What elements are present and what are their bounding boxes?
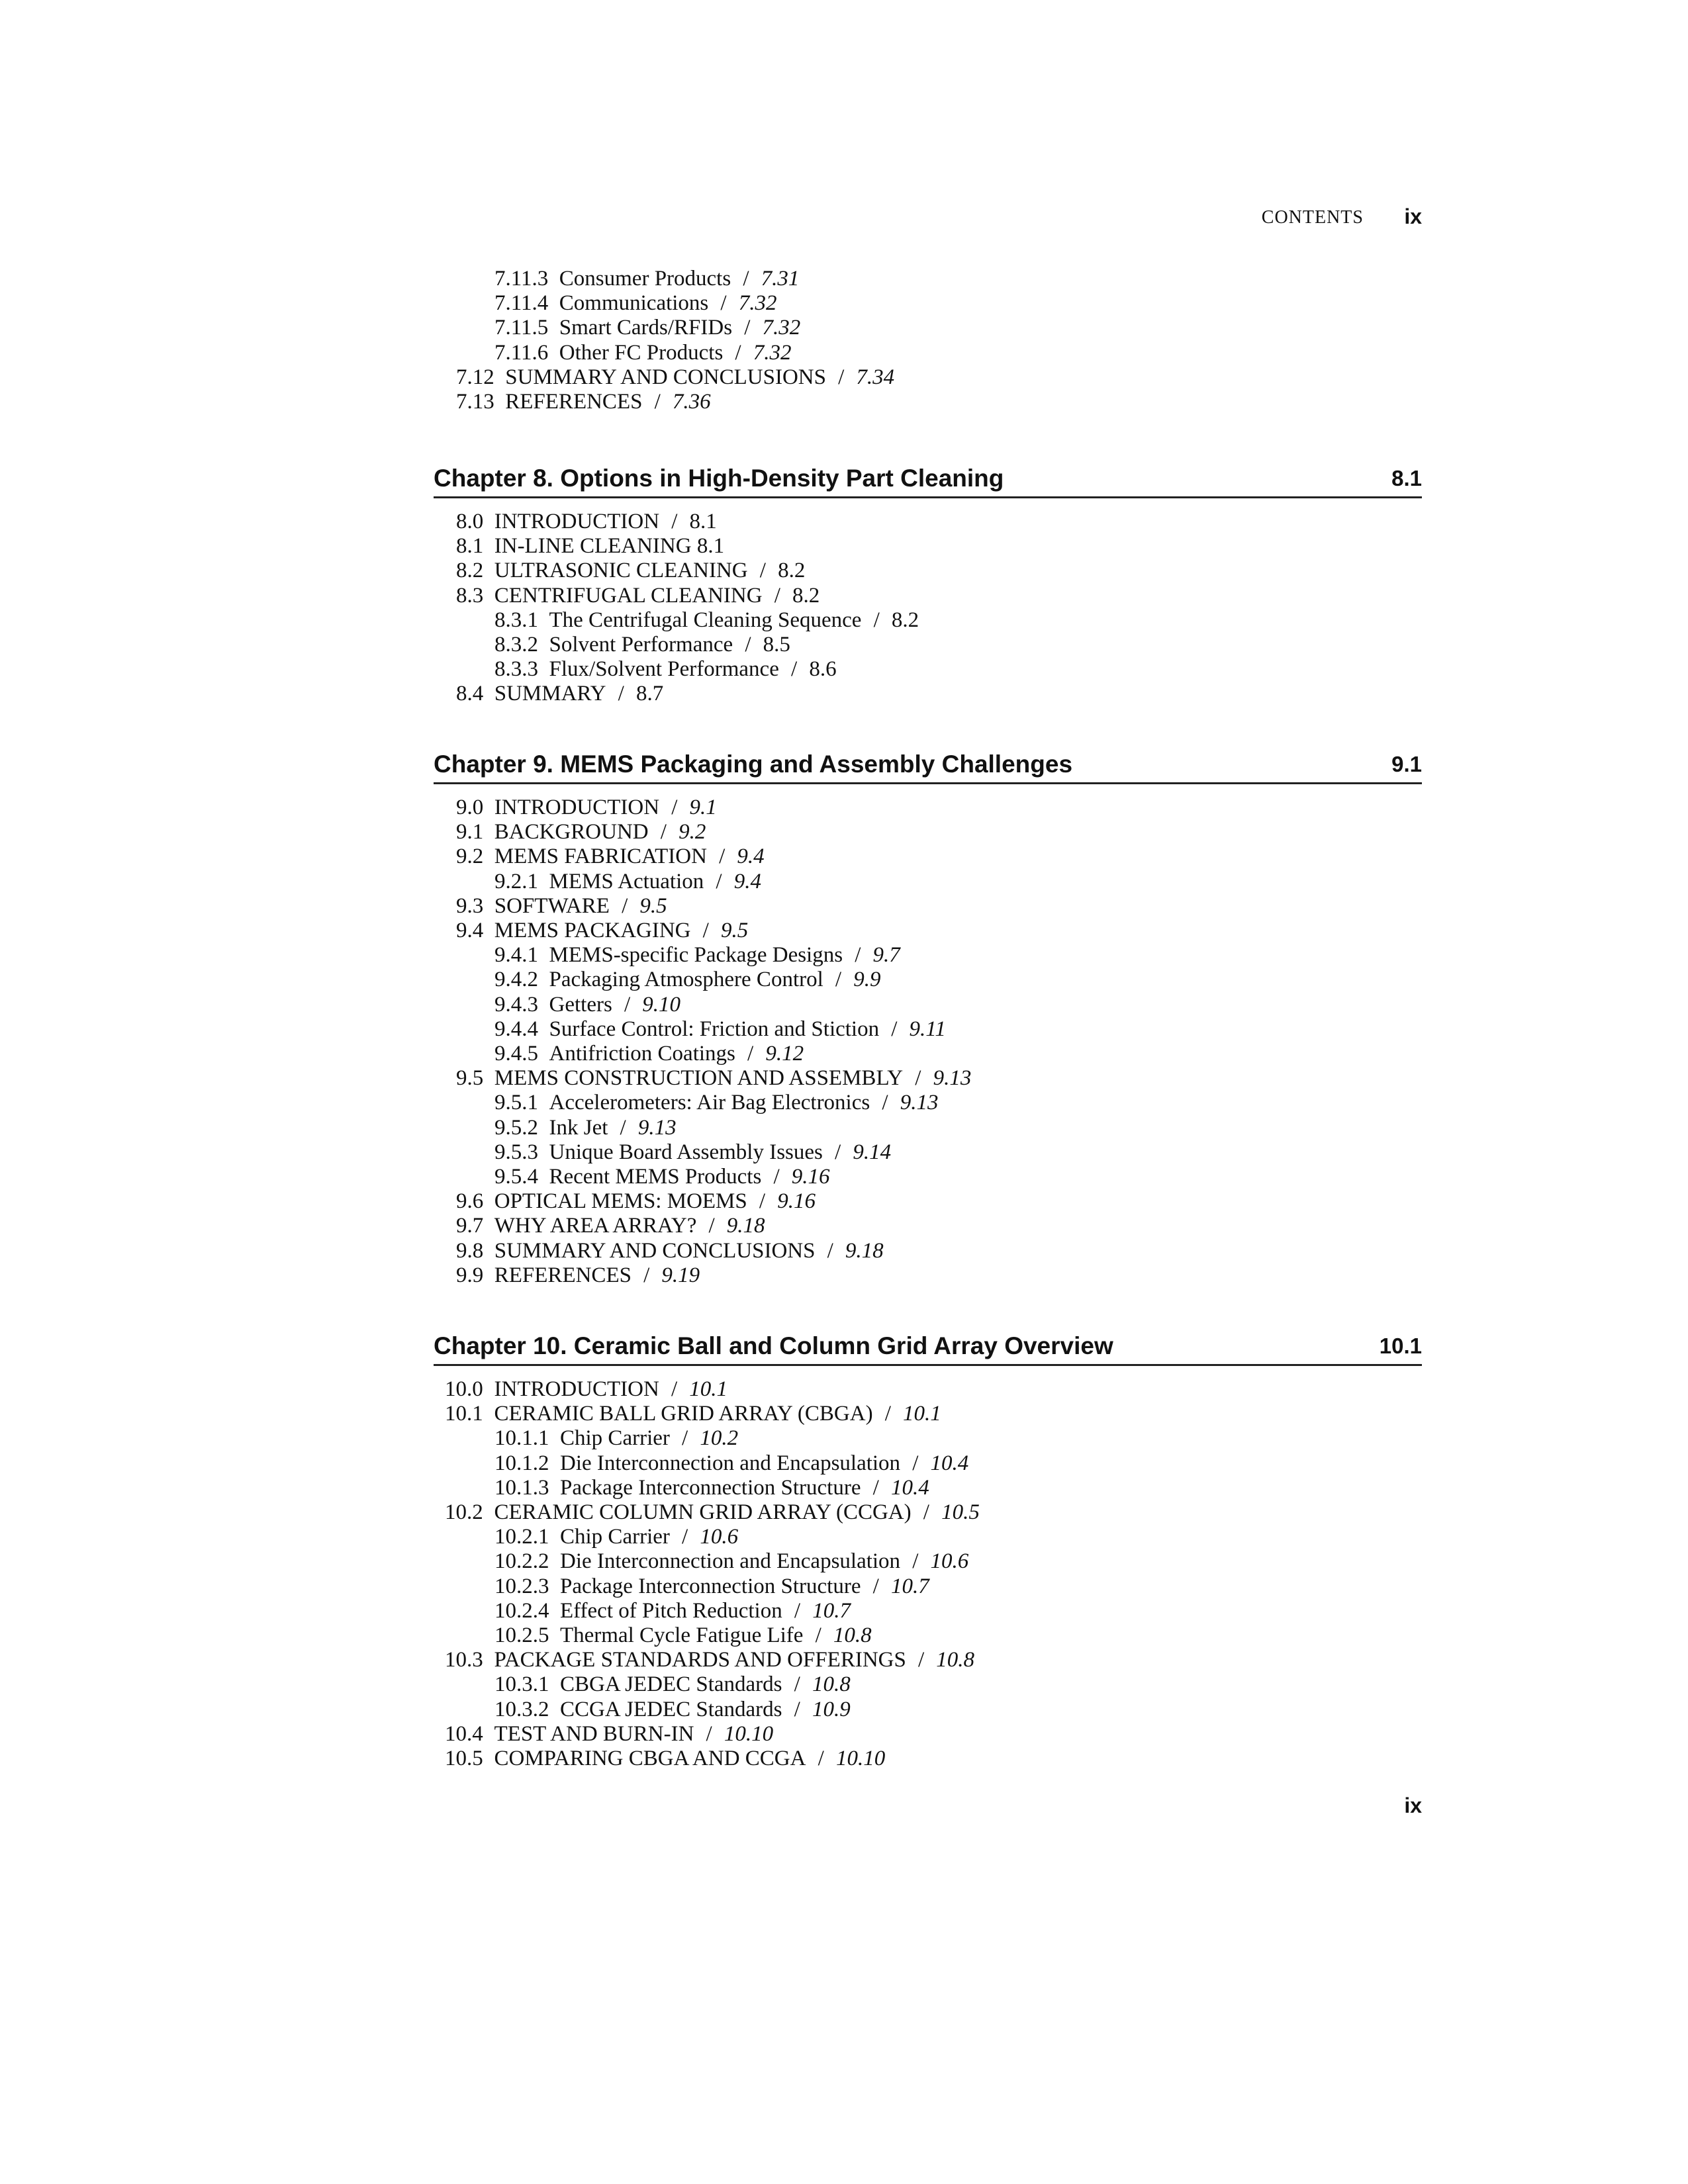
entry-number: 10.5: [445, 1747, 483, 1770]
toc-entry[interactable]: [456, 365, 894, 390]
entry-page: 8.2: [792, 583, 820, 608]
entry-page: 10.5: [941, 1500, 980, 1524]
entry-page: 9.4: [733, 869, 761, 893]
entry-separator: /: [917, 1648, 925, 1672]
entry-number: 10.2.2: [494, 1549, 549, 1574]
entry-separator: /: [884, 1402, 891, 1426]
entry-page: 8.2: [891, 608, 919, 632]
entry-separator: /: [872, 1475, 879, 1500]
toc-entry[interactable]: [445, 1377, 727, 1402]
toc-entry[interactable]: [456, 682, 663, 706]
entry-separator: /: [912, 1451, 919, 1475]
entry-title: INTRODUCTION: [494, 510, 660, 533]
entry-page: 9.10: [642, 992, 680, 1017]
entry-number: 10.2: [445, 1500, 483, 1524]
entry-title: Ink Jet: [549, 1115, 608, 1140]
toc-entry[interactable]: [445, 1648, 974, 1672]
entry-separator: /: [706, 1721, 712, 1746]
entry-separator: /: [671, 1377, 678, 1401]
entry-number: 9.4.3: [494, 992, 538, 1017]
entry-number: 9.4.5: [494, 1042, 538, 1066]
entry-number: 9.4.1: [494, 943, 538, 968]
entry-page: 7.32: [738, 291, 777, 316]
toc-entry[interactable]: [456, 584, 820, 608]
entry-title: Effect of Pitch Reduction: [560, 1598, 782, 1623]
entry-number: 9.2: [456, 844, 484, 869]
chapter-title: Chapter 8. Options in High-Density Part Cleaning: [434, 465, 1004, 492]
entry-separator: /: [794, 1598, 801, 1623]
entry-title: COMPARING CBGA AND CCGA: [494, 1747, 806, 1770]
entry-title: BACKGROUND: [494, 820, 649, 844]
entry-page: 9.19: [661, 1263, 700, 1287]
entry-number: 8.3.2: [494, 633, 538, 657]
toc-entry[interactable]: [445, 1500, 980, 1525]
toc-entry[interactable]: [456, 534, 724, 559]
entry-separator: /: [759, 1189, 766, 1214]
entry-title: SUMMARY AND CONCLUSIONS: [505, 365, 826, 389]
chapter-title: Chapter 9. MEMS Packaging and Assembly Challenges: [434, 751, 1073, 778]
entry-title: CERAMIC BALL GRID ARRAY (CBGA): [494, 1402, 873, 1426]
entry-title: Packaging Atmosphere Control: [549, 968, 823, 992]
entry-page: 10.10: [835, 1747, 886, 1770]
entry-title: Thermal Cycle Fatigue Life: [560, 1623, 804, 1647]
entry-number: 9.2.1: [494, 869, 538, 893]
toc-entry[interactable]: [494, 1451, 968, 1476]
entry-number: 10.4: [445, 1721, 483, 1746]
toc-entry[interactable]: [456, 919, 748, 943]
toc-entry[interactable]: [456, 1066, 971, 1091]
toc-entry[interactable]: [445, 1747, 885, 1771]
entry-separator: /: [882, 1091, 888, 1115]
entry-number: 9.4.4: [494, 1017, 538, 1041]
running-header-label: CONTENTS: [1261, 207, 1364, 228]
toc-entry[interactable]: [456, 1239, 884, 1263]
toc-entry[interactable]: [494, 1549, 968, 1574]
entry-page: 10.1: [689, 1377, 728, 1401]
entry-page: 9.14: [853, 1140, 892, 1164]
entry-page: 10.9: [812, 1697, 851, 1721]
entry-number: 10.0: [445, 1377, 483, 1401]
entry-title: Die Interconnection and Encapsulation: [560, 1549, 901, 1574]
toc-entry[interactable]: [494, 1165, 830, 1189]
entry-separator: /: [872, 1574, 879, 1598]
entry-title: The Centrifugal Cleaning Sequence: [549, 608, 862, 632]
entry-title: MEMS CONSTRUCTION AND ASSEMBLY: [494, 1066, 904, 1091]
toc-entry[interactable]: [494, 943, 900, 968]
toc-entry[interactable]: [456, 1214, 765, 1238]
toc-entry[interactable]: [494, 968, 880, 992]
entry-title: Surface Control: Friction and Stiction: [549, 1017, 880, 1041]
chapter-8-heading[interactable]: [434, 463, 1422, 498]
entry-page: 7.36: [672, 390, 711, 414]
entry-page: 8.7: [635, 682, 664, 706]
entry-separator: /: [682, 1426, 688, 1451]
entry-title: INTRODUCTION: [494, 796, 660, 819]
toc-entry[interactable]: [494, 1116, 677, 1140]
entry-page: 8.6: [809, 657, 837, 682]
entry-separator: /: [620, 1115, 626, 1140]
toc-entry[interactable]: [456, 390, 711, 414]
entry-title: Die Interconnection and Encapsulation: [560, 1451, 901, 1475]
entry-title: CENTRIFUGAL CLEANING: [494, 583, 763, 608]
entry-number: 9.9: [456, 1263, 484, 1287]
toc-entry[interactable]: [445, 1402, 941, 1426]
entry-page: 9.11: [909, 1017, 946, 1041]
entry-title: SUMMARY: [494, 682, 606, 706]
entry-title: Antifriction Coatings: [549, 1042, 735, 1066]
entry-title: Package Interconnection Structure: [560, 1574, 861, 1598]
toc-entry[interactable]: [494, 1623, 872, 1648]
toc-entry[interactable]: [494, 633, 790, 657]
toc-entry[interactable]: [494, 1574, 929, 1599]
entry-title: Other FC Products: [559, 340, 724, 365]
entry-number: 8.0: [456, 510, 484, 533]
entry-page: 9.9: [853, 968, 881, 992]
entry-number: 7.11.4: [494, 291, 549, 316]
entry-page: 10.2: [700, 1426, 739, 1451]
toc-entry[interactable]: [445, 1722, 773, 1747]
entry-number: 7.13: [456, 390, 494, 414]
toc-entry[interactable]: [494, 1599, 851, 1623]
entry-title: MEMS FABRICATION: [494, 844, 707, 869]
entry-page: 9.13: [900, 1091, 939, 1115]
chapter-title: Chapter 10. Ceramic Ball and Column Grid Array Overview: [434, 1332, 1113, 1359]
toc-entry[interactable]: [494, 657, 837, 682]
entry-separator: /: [719, 844, 726, 869]
entry-title: Accelerometers: Air Bag Electronics: [549, 1091, 870, 1115]
entry-title: Unique Board Assembly Issues: [549, 1140, 823, 1164]
toc-entry[interactable]: [494, 1042, 804, 1066]
toc-entry[interactable]: [456, 844, 765, 869]
entry-number: 8.3: [456, 583, 484, 608]
entry-title: Smart Cards/RFIDs: [559, 316, 733, 340]
entry-title: ULTRASONIC CLEANING: [494, 559, 748, 583]
entry-number: 10.1: [445, 1402, 483, 1426]
entry-title: Chip Carrier: [560, 1525, 670, 1549]
entry-number: 9.1: [456, 820, 484, 844]
entry-separator: /: [912, 1549, 919, 1574]
running-header-folio: ix: [1404, 205, 1422, 228]
entry-separator: /: [835, 1140, 841, 1164]
entry-title: WHY AREA ARRAY?: [494, 1214, 697, 1238]
entry-title: SOFTWARE: [494, 893, 610, 918]
toc-entry[interactable]: [494, 1672, 851, 1697]
entry-number: 9.7: [456, 1214, 484, 1238]
entry-number: 8.3.3: [494, 657, 538, 682]
entry-title: Flux/Solvent Performance: [549, 657, 779, 682]
entry-separator: /: [835, 968, 842, 992]
chapter-page: 10.1: [1379, 1334, 1422, 1358]
toc-entry[interactable]: [494, 1017, 946, 1042]
entry-title: CCGA JEDEC Standards: [560, 1697, 782, 1721]
entry-separator: /: [618, 682, 624, 706]
toc-entry[interactable]: [494, 1525, 738, 1549]
entry-separator: /: [671, 796, 678, 819]
entry-number: 10.3.1: [494, 1672, 549, 1697]
entry-separator: /: [702, 919, 709, 942]
entry-page: 9.5: [639, 893, 667, 918]
toc-entry[interactable]: [494, 1091, 938, 1115]
toc-entry[interactable]: [494, 1426, 738, 1451]
entry-page: 9.16: [791, 1165, 830, 1189]
entry-separator: /: [624, 992, 631, 1017]
entry-separator: /: [794, 1697, 800, 1721]
entry-separator: /: [923, 1500, 929, 1524]
entry-number: 10.2.1: [494, 1525, 549, 1549]
entry-separator: /: [745, 633, 751, 657]
toc-entry[interactable]: [494, 1140, 891, 1165]
entry-title: Communications: [559, 291, 709, 316]
entry-number: 9.3: [456, 893, 484, 918]
entry-separator: /: [759, 559, 766, 583]
entry-page: 10.8: [833, 1623, 872, 1647]
entry-page: 9.12: [765, 1042, 804, 1066]
entry-separator: /: [622, 893, 628, 918]
entry-number: 8.2: [456, 559, 484, 583]
entry-number: 7.11.5: [494, 316, 549, 340]
entry-page: 7.32: [762, 316, 801, 340]
entry-page: 10.1: [903, 1402, 941, 1426]
entry-number: 9.4: [456, 919, 484, 942]
entry-separator: /: [818, 1747, 824, 1770]
entry-separator: /: [815, 1623, 821, 1647]
entry-page: 8.2: [778, 559, 806, 583]
toc-entry[interactable]: [456, 796, 717, 820]
toc-entry[interactable]: [456, 1189, 816, 1214]
entry-title: IN-LINE CLEANING 8.1: [494, 534, 725, 559]
entry-title: PACKAGE STANDARDS AND OFFERINGS: [494, 1648, 906, 1672]
entry-page: 10.8: [936, 1648, 975, 1672]
entry-page: 7.34: [856, 365, 895, 389]
entry-title: OPTICAL MEMS: MOEMS: [494, 1189, 747, 1214]
entry-number: 10.3: [445, 1648, 483, 1672]
entry-page: 9.16: [777, 1189, 816, 1214]
entry-page: 10.4: [890, 1475, 929, 1500]
entry-number: 10.2.5: [494, 1623, 549, 1647]
entry-title: REFERENCES: [494, 1263, 632, 1287]
entry-title: MEMS Actuation: [549, 869, 704, 893]
entry-title: MEMS PACKAGING: [494, 919, 691, 942]
toc-entry[interactable]: [494, 1476, 929, 1500]
chapter-page: 9.1: [1391, 752, 1422, 776]
entry-separator: /: [855, 943, 861, 968]
entry-title: Package Interconnection Structure: [560, 1475, 861, 1500]
entry-number: 10.1.3: [494, 1475, 549, 1500]
toc-entry[interactable]: [494, 267, 799, 291]
toc-entry[interactable]: [494, 870, 761, 894]
toc-entry[interactable]: [456, 510, 717, 534]
entry-separator: /: [654, 390, 661, 414]
toc-entry[interactable]: [456, 820, 706, 844]
entry-number: 10.1.2: [494, 1451, 549, 1475]
entry-number: 9.5.4: [494, 1165, 538, 1189]
entry-title: INTRODUCTION: [494, 1377, 659, 1401]
entry-number: 10.3.2: [494, 1697, 549, 1721]
entry-number: 8.4: [456, 682, 484, 706]
toc-entry[interactable]: [494, 608, 919, 633]
entry-page: 9.5: [720, 919, 749, 942]
entry-title: CERAMIC COLUMN GRID ARRAY (CCGA): [494, 1500, 912, 1524]
toc-entry[interactable]: [494, 341, 791, 365]
entry-page: 9.18: [845, 1238, 884, 1263]
entry-number: 7.11.3: [494, 267, 549, 291]
toc-entry[interactable]: [456, 894, 667, 919]
entry-page: 10.6: [930, 1549, 969, 1574]
entry-page: 10.7: [890, 1574, 929, 1598]
entry-page: 9.4: [737, 844, 765, 869]
entry-title: Solvent Performance: [549, 633, 733, 657]
entry-separator: /: [838, 365, 845, 389]
entry-page: 9.7: [872, 943, 900, 968]
entry-separator: /: [915, 1066, 921, 1091]
entry-number: 10.2.4: [494, 1598, 549, 1623]
entry-page: 9.13: [637, 1115, 677, 1140]
entry-separator: /: [716, 869, 722, 893]
entry-number: 9.5.2: [494, 1115, 538, 1140]
entry-number: 9.0: [456, 796, 484, 819]
entry-title: Chip Carrier: [560, 1426, 670, 1451]
entry-number: 9.5.3: [494, 1140, 538, 1164]
entry-separator: /: [747, 1042, 754, 1066]
entry-title: Getters: [549, 992, 612, 1017]
entry-title: REFERENCES: [505, 390, 643, 414]
entry-number: 9.6: [456, 1189, 484, 1214]
toc-entry[interactable]: [456, 559, 805, 583]
entry-separator: /: [891, 1017, 898, 1041]
entry-separator: /: [794, 1672, 800, 1697]
entry-title: TEST AND BURN-IN: [494, 1721, 694, 1746]
entry-number: 7.11.6: [494, 340, 549, 365]
entry-number: 9.5: [456, 1066, 484, 1091]
entry-separator: /: [743, 267, 749, 291]
entry-separator: /: [744, 316, 751, 340]
entry-number: 9.4.2: [494, 968, 538, 992]
entry-title: Consumer Products: [559, 267, 731, 291]
entry-page: 9.18: [726, 1214, 765, 1238]
chapter-10-heading[interactable]: [434, 1331, 1422, 1366]
toc-entry[interactable]: [494, 1698, 851, 1722]
entry-separator: /: [827, 1238, 833, 1263]
entry-separator: /: [773, 1165, 780, 1189]
toc-entry[interactable]: [494, 316, 800, 340]
entry-separator: /: [660, 820, 667, 844]
entry-page: 7.31: [761, 267, 800, 291]
page-folio: ix: [1404, 1794, 1422, 1817]
entry-title: CBGA JEDEC Standards: [560, 1672, 782, 1697]
entry-page: 9.2: [679, 820, 706, 844]
entry-number: 8.3.1: [494, 608, 538, 632]
toc-entry[interactable]: [494, 291, 776, 316]
toc-entry[interactable]: [494, 993, 680, 1017]
entry-page: 7.32: [753, 340, 792, 365]
entry-number: 7.12: [456, 365, 494, 389]
chapter-page: 8.1: [1391, 466, 1422, 490]
entry-number: 10.2.3: [494, 1574, 549, 1598]
entry-page: 10.6: [700, 1525, 739, 1549]
entry-separator: /: [682, 1525, 688, 1549]
running-header: [1059, 205, 1422, 234]
entry-separator: /: [791, 657, 798, 682]
entry-title: SUMMARY AND CONCLUSIONS: [494, 1238, 816, 1263]
entry-separator: /: [671, 510, 678, 533]
entry-separator: /: [774, 583, 780, 608]
entry-separator: /: [643, 1263, 650, 1287]
entry-page: 10.4: [930, 1451, 969, 1475]
entry-separator: /: [708, 1214, 715, 1238]
entry-page: 8.5: [763, 633, 790, 657]
entry-title: Recent MEMS Products: [549, 1165, 762, 1189]
chapter-9-heading[interactable]: [434, 749, 1422, 784]
entry-page: 10.7: [812, 1598, 851, 1623]
entry-page: 8.1: [689, 510, 717, 533]
entry-number: 9.5.1: [494, 1091, 538, 1115]
entry-separator: /: [720, 291, 727, 316]
entry-number: 9.8: [456, 1238, 484, 1263]
toc-entry[interactable]: [456, 1263, 700, 1288]
entry-separator: /: [735, 340, 741, 365]
entry-number: 10.1.1: [494, 1426, 549, 1451]
entry-page: 9.13: [933, 1066, 972, 1091]
entry-title: MEMS-specific Package Designs: [549, 943, 843, 968]
entry-separator: /: [873, 608, 880, 632]
entry-page: 10.10: [724, 1721, 774, 1746]
entry-number: 8.1: [456, 534, 484, 559]
entry-page: 9.1: [689, 796, 717, 819]
entry-page: 10.8: [812, 1672, 851, 1697]
